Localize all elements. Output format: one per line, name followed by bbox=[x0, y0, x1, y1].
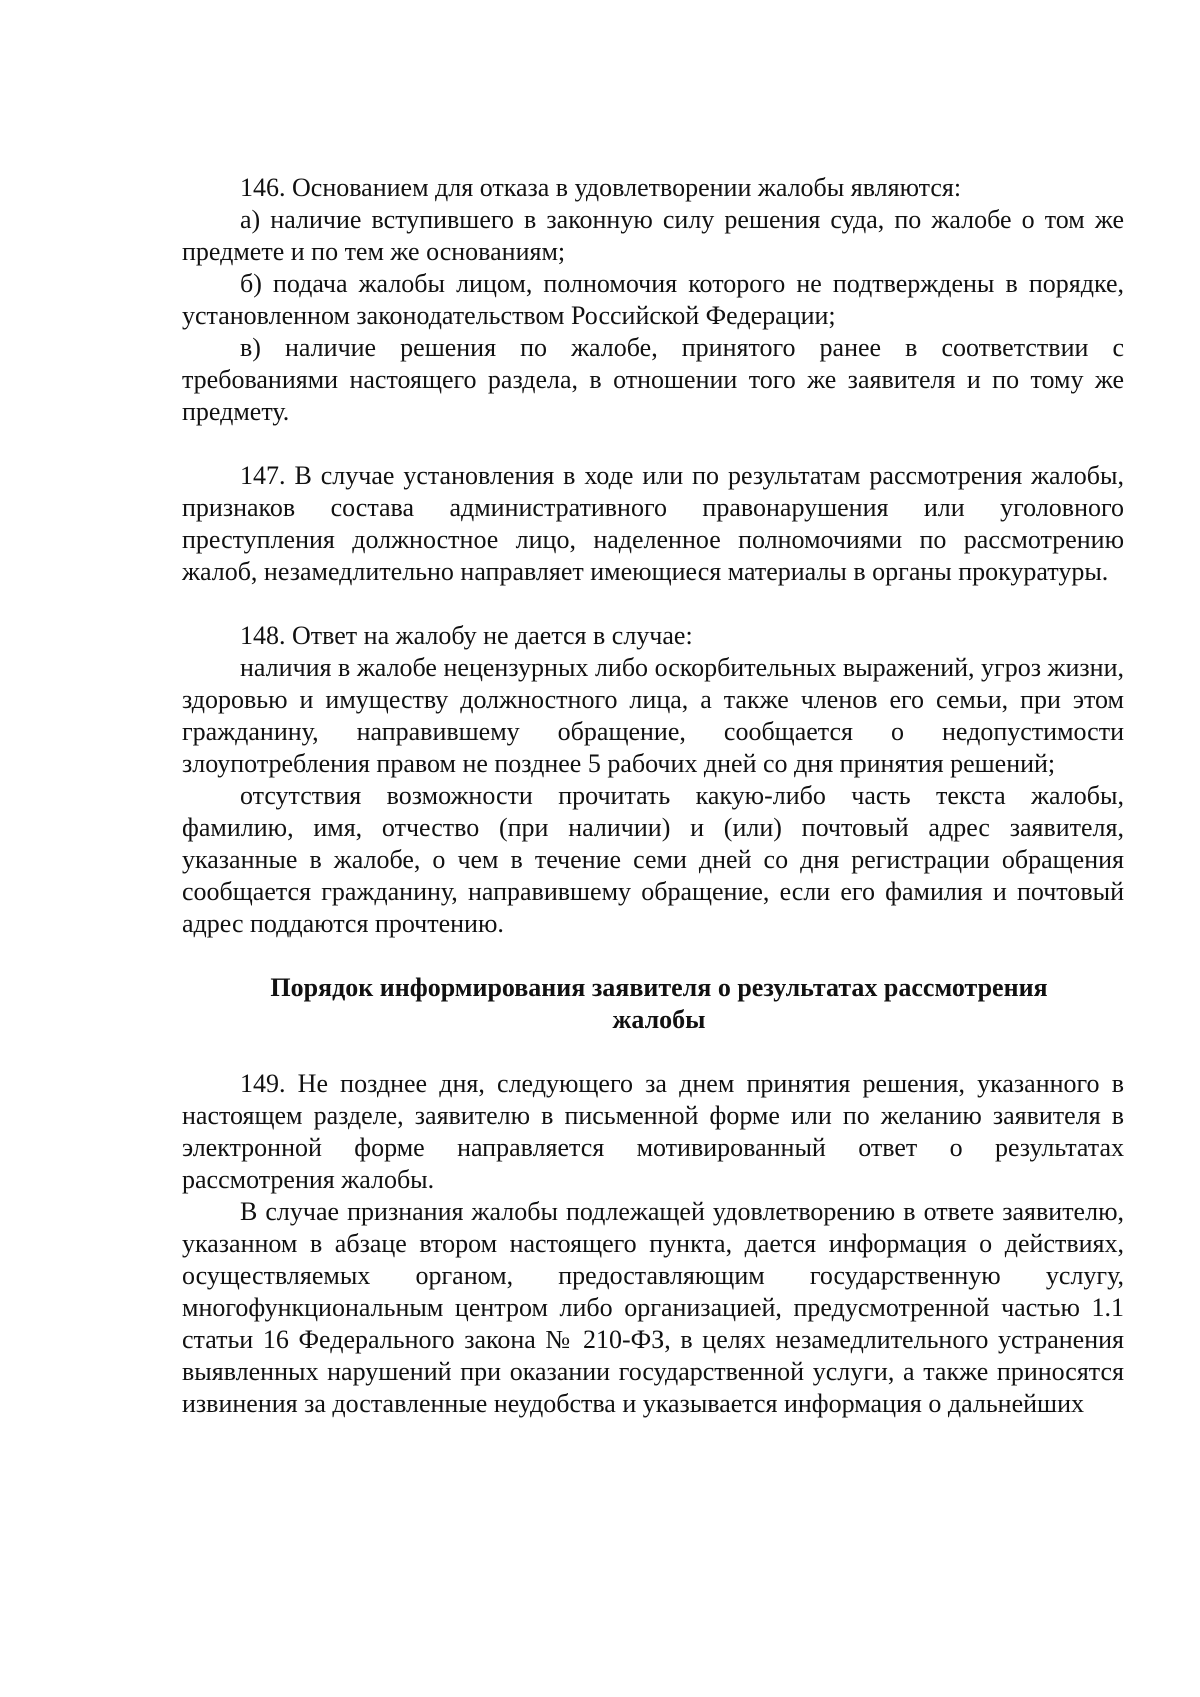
section-heading: Порядок информирования заявителя о результатах рассмотрения жалобы bbox=[270, 973, 1048, 1034]
document-page bbox=[182, 172, 1124, 1420]
paragraph-148-item-1: наличия в жалобе нецензурных либо оскорбительных выражений, угроз жизни, здоровью и имуществу должностного лица, а также членов его семьи, при этом гражданину, направившему обращение, сообщается о недопустимости злоупотребления правом не позднее 5 рабочих дней со дня принятия решений; bbox=[182, 653, 1124, 778]
paragraph-spacer bbox=[182, 1036, 1124, 1068]
paragraph-spacer bbox=[182, 588, 1124, 620]
paragraph-148-item-2: отсутствия возможности прочитать какую-либо часть текста жалобы, фамилию, имя, отчество (при наличии) и (или) почтовый адрес заявителя, указанные в жалобе, о чем в течение семи дней со дня регистрации обращения сообщается гражданину, направившему обращение, если его фамилия и почтовый адрес поддаются прочтению. bbox=[182, 781, 1124, 938]
paragraph-146-intro: 146. Основанием для отказа в удовлетворении жалобы являются: bbox=[240, 173, 962, 202]
paragraph-147: 147. В случае установления в ходе или по результатам рассмотрения жалобы, признаков состава административного правонарушения или уголовного преступления должностное лицо, наделенное полномочиями по рассмотрению жалоб, незамедлительно направляет имеющиеся материалы в органы прокуратуры. bbox=[182, 461, 1124, 586]
paragraph-spacer bbox=[182, 940, 1124, 972]
paragraph-148-intro: 148. Ответ на жалобу не дается в случае: bbox=[240, 621, 693, 650]
paragraph-146-item-a: а) наличие вступившего в законную силу решения суда, по жалобе о том же предмете и по тем же основаниям; bbox=[182, 205, 1124, 266]
paragraph-149-text-2: В случае признания жалобы подлежащей удовлетворению в ответе заявителю, указанном в абзаце втором настоящего пункта, дается информация о действиях, осуществляемых органом, предоставляющим государственную услугу, многофункциональным центром либо организацией, предусмотренной частью 1.1 статьи 16 Федерального закона № 210-ФЗ, в целях незамедлительного устранения выявленных нарушений при оказании государственной услуги, а также приносятся извинения за доставленные неудобства и указывается информация о дальнейших bbox=[182, 1197, 1124, 1418]
paragraph-spacer bbox=[182, 428, 1124, 460]
paragraph-146-item-c: в) наличие решения по жалобе, принятого ранее в соответствии с требованиями настоящего раздела, в отношении того же заявителя и по тому же предмету. bbox=[182, 333, 1124, 426]
paragraph-149-text-1: 149. Не позднее дня, следующего за днем принятия решения, указанного в настоящем разделе, заявителю в письменной форме или по желанию заявителя в электронной форме направляется мотивированный ответ о результатах рассмотрения жалобы. bbox=[182, 1069, 1124, 1194]
paragraph-146-item-b: б) подача жалобы лицом, полномочия которого не подтверждены в порядке, установленном законодательством Российской Федерации; bbox=[182, 269, 1124, 330]
